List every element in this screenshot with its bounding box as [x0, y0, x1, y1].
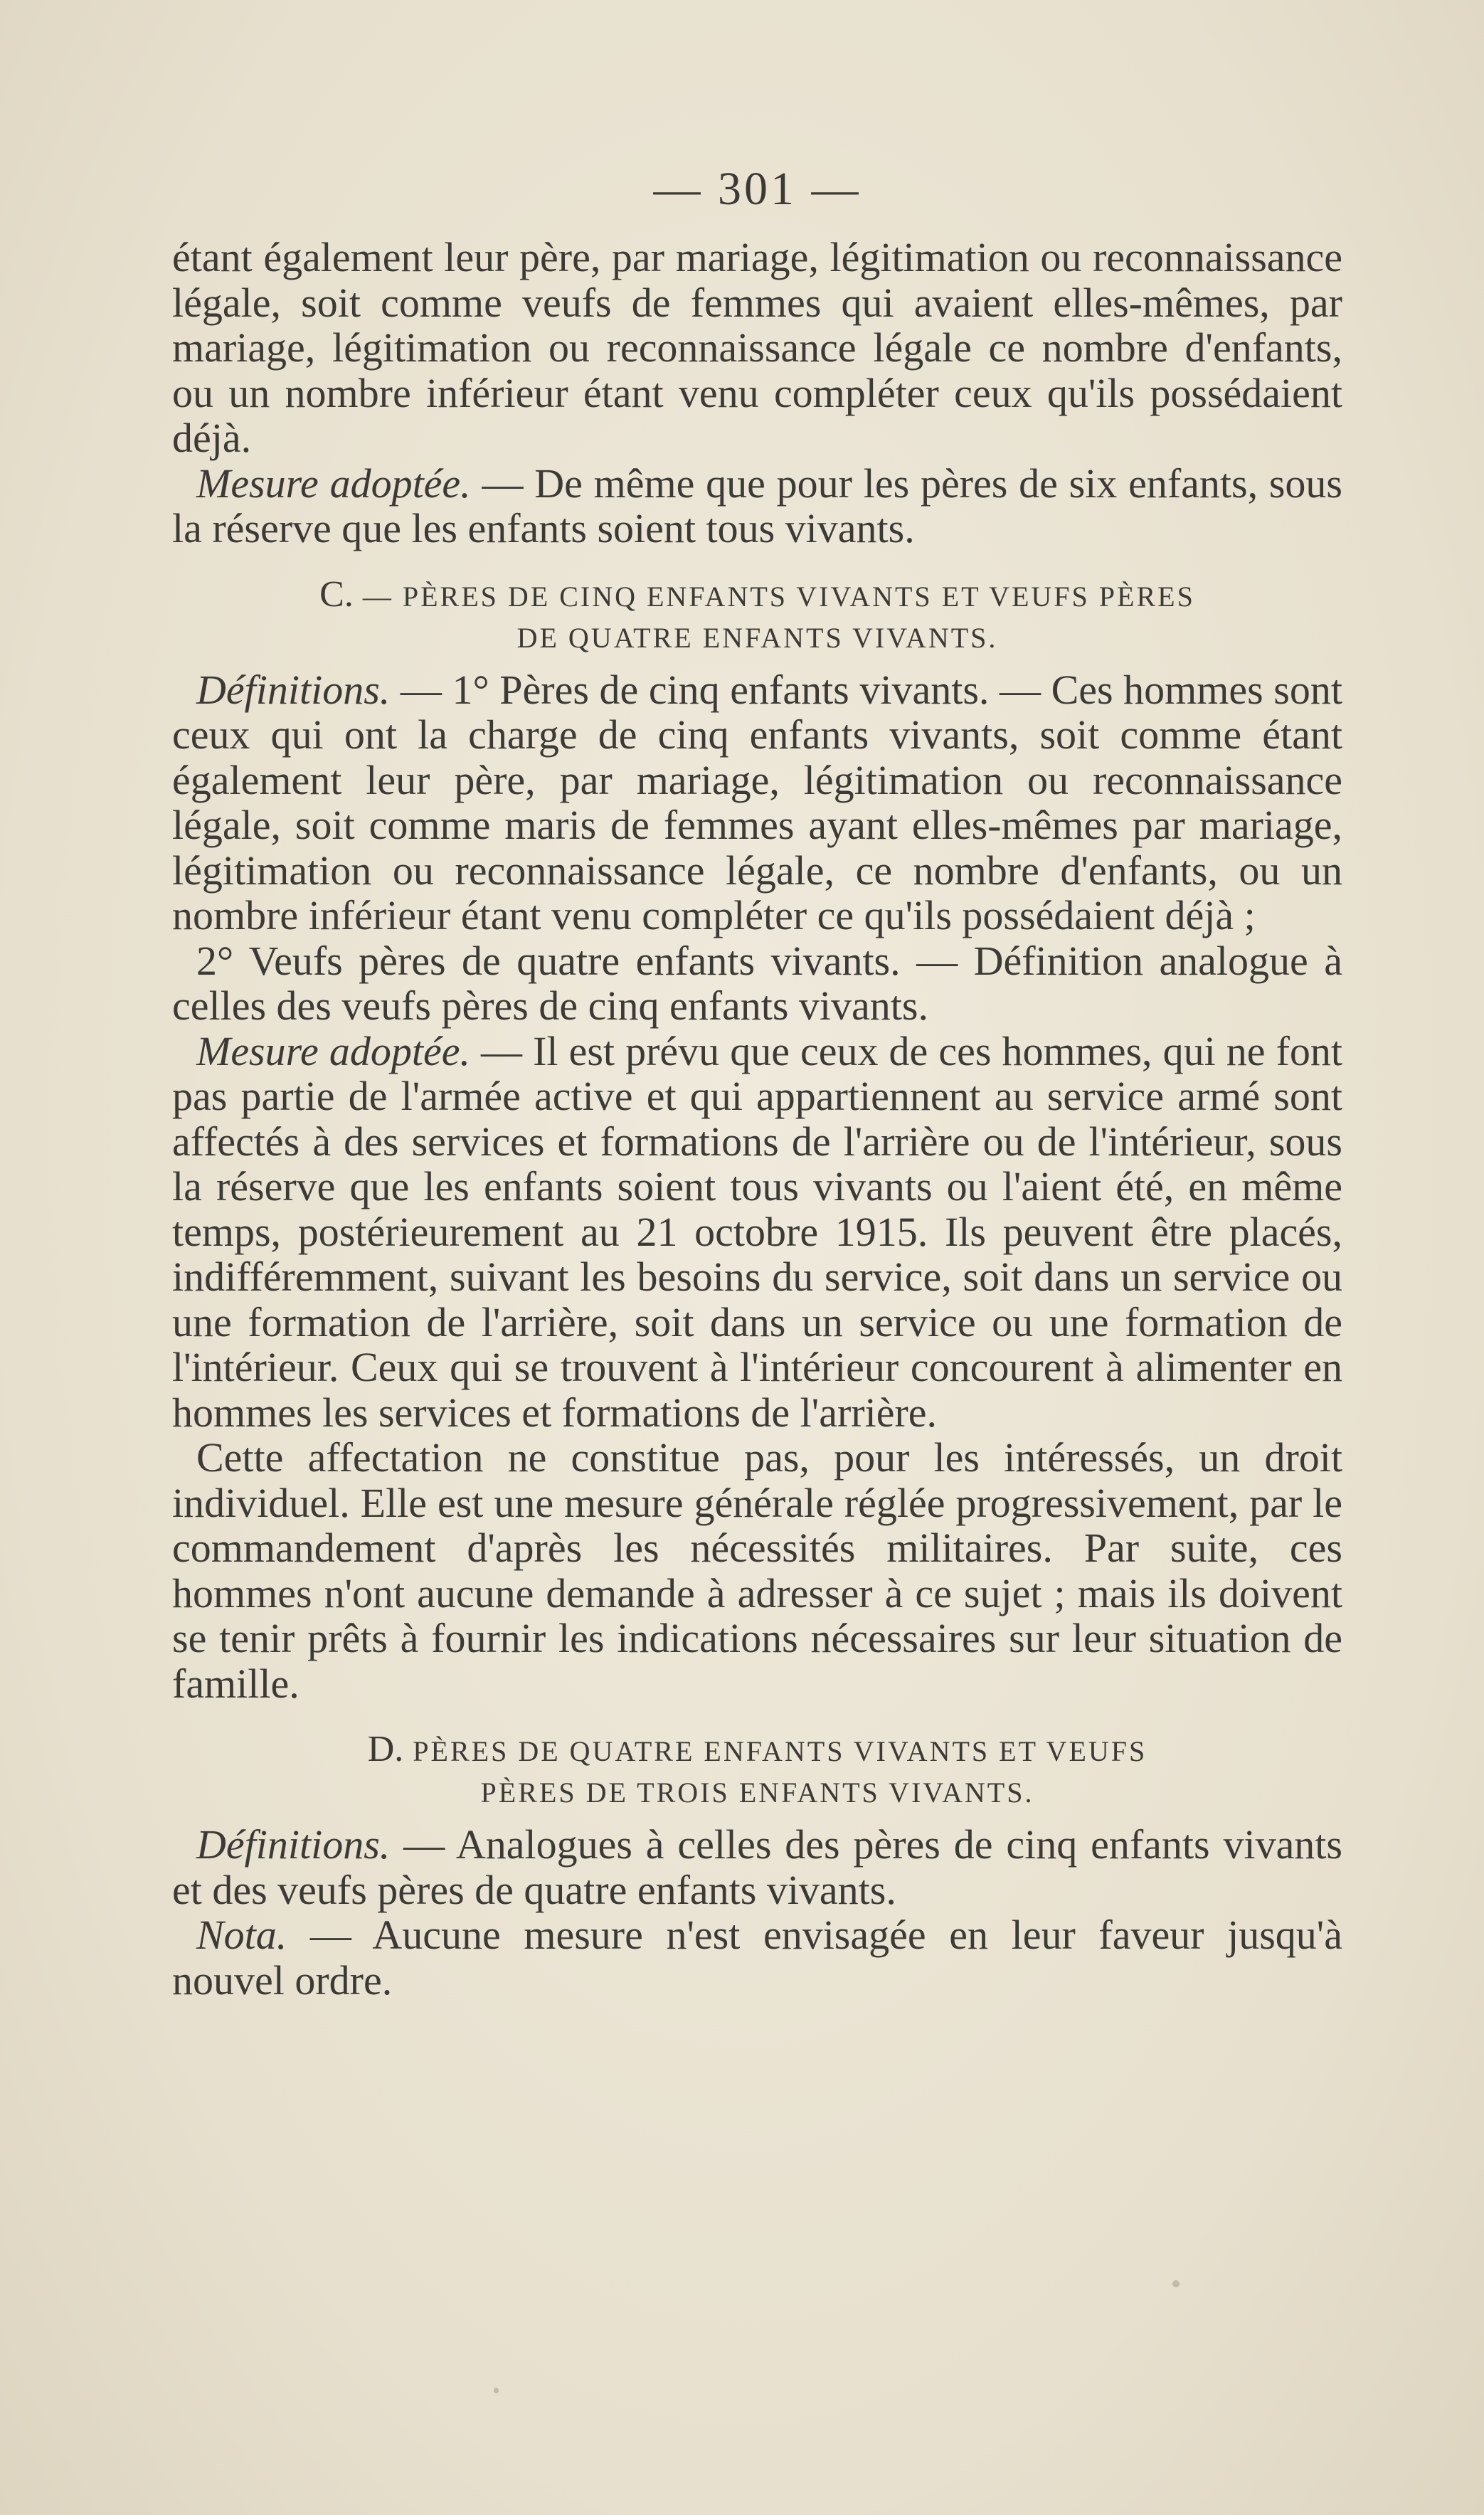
paragraph-continuation: étant également leur père, par mariage, légitimation ou reconnaissance légale, soit comme veufs de femmes qui avaient elles-mêmes, par mariage, légitimation ou reconnaissance légale ce nombre d'enfants, ou un nombre inférieur étant venu compléter ceux qu'ils possédaient déjà.: [172, 234, 1342, 461]
paragraph-mesure-b: [172, 461, 1342, 551]
nota-label: Nota.: [196, 1912, 287, 1958]
nota-text: — Aucune mesure n'est envisagée en leur faveur jusqu'à nouvel ordre.: [172, 1912, 1342, 2003]
definitions-label: Définitions.: [196, 1821, 391, 1868]
paragraph-affectation: Cette affectation ne constitue pas, pour les intéressés, un droit individuel. Elle est une mesure générale réglée progressivement, par le commandement d'après les nécessités militaires. Par suite, ces hommes n'ont aucune demande à adresser à ce sujet ; mais ils doivent se tenir prêts à fournir les indications nécessaires sur leur situation de famille.: [172, 1434, 1342, 1707]
paragraph-mesure-c: [172, 1029, 1342, 1436]
mesure-text: — De même que pour les pères de six enfants, sous la réserve que les enfants soient tous vivants.: [172, 460, 1342, 551]
mesure-label: Mesure adoptée.: [196, 1027, 470, 1074]
section-letter-d: D.: [367, 1729, 404, 1769]
section-letter-c: C.: [319, 573, 354, 615]
heading-d-line2: PÈRES DE TROIS ENFANTS VIVANTS.: [480, 1777, 1034, 1809]
page-number: — 301 —: [653, 163, 862, 215]
paragraph-definitions-d: [172, 1822, 1342, 1912]
definitions-text: — Analogues à celles des pères de cinq enfants vivants et des veufs pères de quatre enfants vivants.: [172, 1821, 1342, 1913]
section-heading-d: [172, 1729, 1342, 1814]
page-body: [172, 235, 1342, 2003]
section-heading-c: [172, 574, 1342, 659]
definitions-text: — 1° Pères de cinq enfants vivants. — Ces hommes sont ceux qui ont la charge de cinq enfants vivants, soit comme étant également leur père, par mariage, légitimation ou reconnaissance légale, soit comme maris de femmes ayant elles-mêmes par mariage, légitimation ou reconnaissance légale, ce nombre d'enfants, ou un nombre inférieur étant venu compléter ce qu'ils possédaient déjà ;: [172, 666, 1342, 938]
paper-speck: [1172, 2280, 1180, 2287]
paragraph-nota: [172, 1912, 1342, 2003]
mesure-label: Mesure adoptée.: [196, 460, 471, 507]
heading-c-line1: — PÈRES DE CINQ ENFANTS VIVANTS ET VEUFS PÈRES: [353, 580, 1195, 613]
mesure-text: — Il est prévu que ceux de ces hommes, qui ne font pas partie de l'armée active et qui appartiennent au service armé sont affectés à des services et formations de l'arrière ou de l'intérieur, sous la réserve que les enfants soient tous vivants ou l'aient été, en même temps, postérieurement au 21 octobre 1915. Ils peuvent être placés, indifféremment, suivant les besoins du service, soit dans un service ou une formation de l'arrière, soit dans un service ou une formation de l'intérieur. Ceux qui se trouvent à l'intérieur concourent à alimenter en hommes les services et formations de l'arrière.: [172, 1027, 1342, 1436]
paragraph-definitions-c: [172, 667, 1342, 938]
paragraph-veufs: 2° Veufs pères de quatre enfants vivants. — Définition analogue à celles des veufs pères de cinq enfants vivants.: [172, 937, 1342, 1029]
heading-c-line2: DE QUATRE ENFANTS VIVANTS.: [516, 621, 998, 654]
definitions-label: Définitions.: [196, 666, 391, 713]
paper-speck: [494, 2388, 499, 2393]
heading-d-line1: PÈRES DE QUATRE ENFANTS VIVANTS ET VEUFS: [403, 1735, 1148, 1767]
